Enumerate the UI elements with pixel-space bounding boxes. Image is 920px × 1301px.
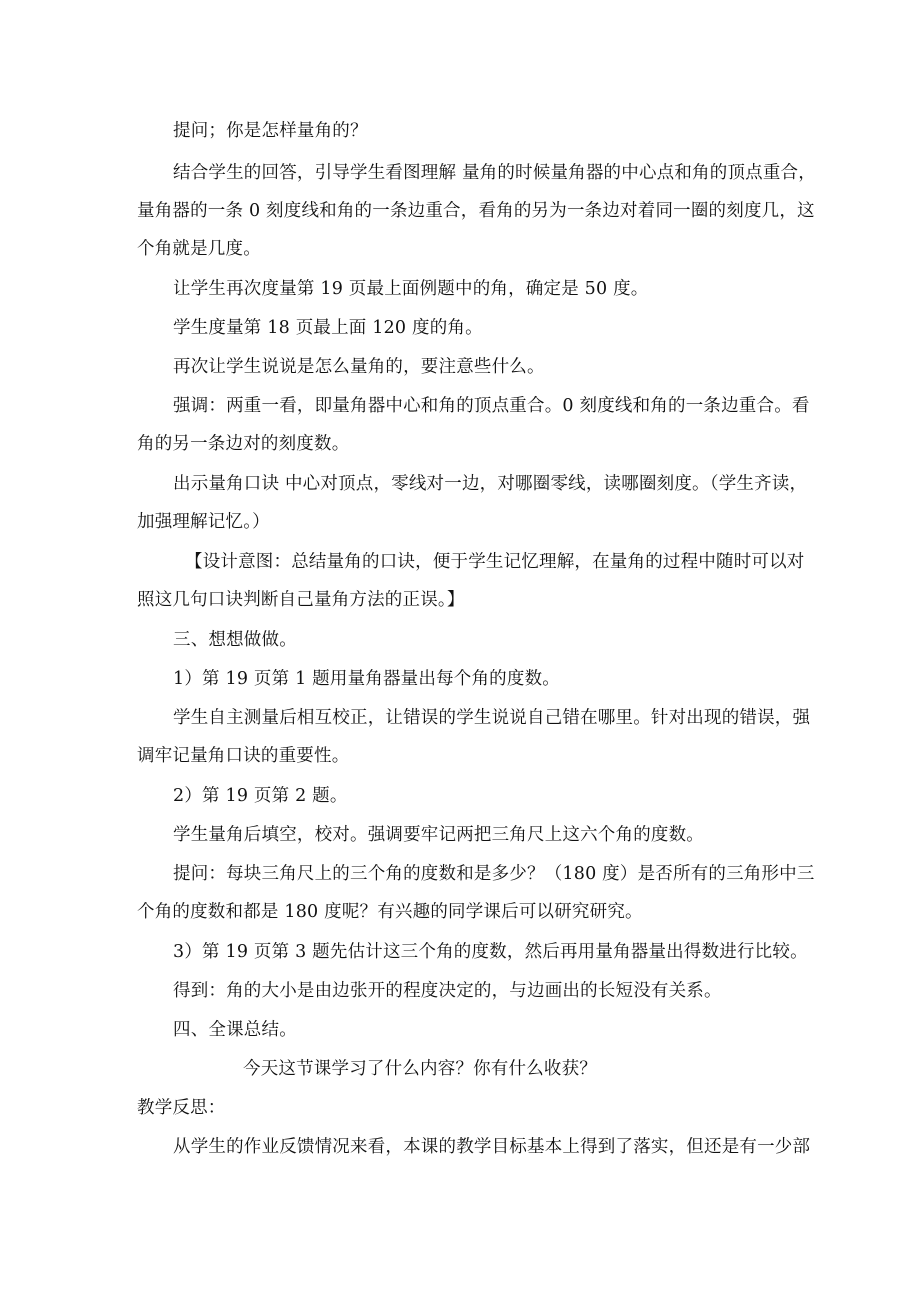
exercise-2-paragraph: 2）第 19 页第 2 题。 [173, 786, 348, 806]
self-check-paragraph-line-2: 调牢记量角口诀的重要性。 [137, 746, 350, 766]
summary-question: 今天这节课学习了什么内容？你有什么收获？ [243, 1059, 597, 1079]
rhyme-paragraph-line-1: 出示量角口诀 中心对顶点，零线对一边，对哪圈零线，读哪圈刻度。（学生齐读， [173, 474, 808, 494]
teaching-reflection-heading: 教学反思： [137, 1098, 226, 1118]
fill-in-paragraph: 学生量角后填空，校对。强调要牢记两把三角尺上这六个角的度数。 [173, 825, 704, 845]
emphasis-paragraph-line-2: 角的另一条边对的刻度数。 [137, 434, 350, 454]
triangle-question-line-1: 提问：每块三角尺上的三个角的度数和是多少？（180 度）是否所有的三角形中三 [173, 864, 815, 884]
section-four-heading: 四、全课总结。 [173, 1020, 297, 1040]
exercise-3-paragraph: 3）第 19 页第 3 题先估计这三个角的度数，然后再用量角器量出得数进行比较。 [173, 942, 808, 962]
measure-120-degree-paragraph: 学生度量第 18 页最上面 120 度的角。 [173, 318, 483, 338]
reflection-paragraph: 从学生的作业反馈情况来看，本课的教学目标基本上得到了落实，但还是有一少部 [173, 1137, 811, 1157]
triangle-question-line-2: 个角的度数和都是 180 度呢？有兴趣的同学课后可以研究研究。 [137, 902, 643, 922]
guide-paragraph-line-2: 量角器的一条 0 刻度线和角的一条边重合，看角的另为一条边对着同一圈的刻度几，这 [137, 201, 815, 221]
self-check-paragraph-line-1: 学生自主测量后相互校正，让错误的学生说说自己错在哪里。针对出现的错误，强 [173, 708, 811, 728]
guide-paragraph-line-1: 结合学生的回答，引导学生看图理解 量角的时候量角器的中心点和角的顶点重合， [173, 163, 816, 183]
remeasure-example-paragraph: 让学生再次度量第 19 页最上面例题中的角，确定是 50 度。 [173, 279, 649, 299]
guide-paragraph-line-3: 个角就是几度。 [137, 239, 261, 259]
rhyme-paragraph-line-2: 加强理解记忆。） [137, 512, 270, 532]
question-how-to-measure: 提问；你是怎样量角的？ [173, 121, 368, 141]
section-three-heading: 三、想想做做。 [173, 630, 297, 650]
explain-method-paragraph: 再次让学生说说是怎么量角的，要注意些什么。 [173, 357, 545, 377]
design-intent-line-1: 【设计意图：总结量角的口诀，便于学生记忆理解，在量角的过程中随时可以对 [185, 552, 805, 572]
conclusion-paragraph: 得到：角的大小是由边张开的程度决定的，与边画出的长短没有关系。 [173, 981, 722, 1001]
exercise-1-paragraph: 1）第 19 页第 1 题用量角器量出每个角的度数。 [173, 669, 560, 689]
design-intent-line-2: 照这几句口诀判断自己量角方法的正误。】 [137, 590, 465, 610]
emphasis-paragraph-line-1: 强调：两重一看，即量角器中心和角的顶点重合。0 刻度线和角的一条边重合。看 [173, 396, 810, 416]
